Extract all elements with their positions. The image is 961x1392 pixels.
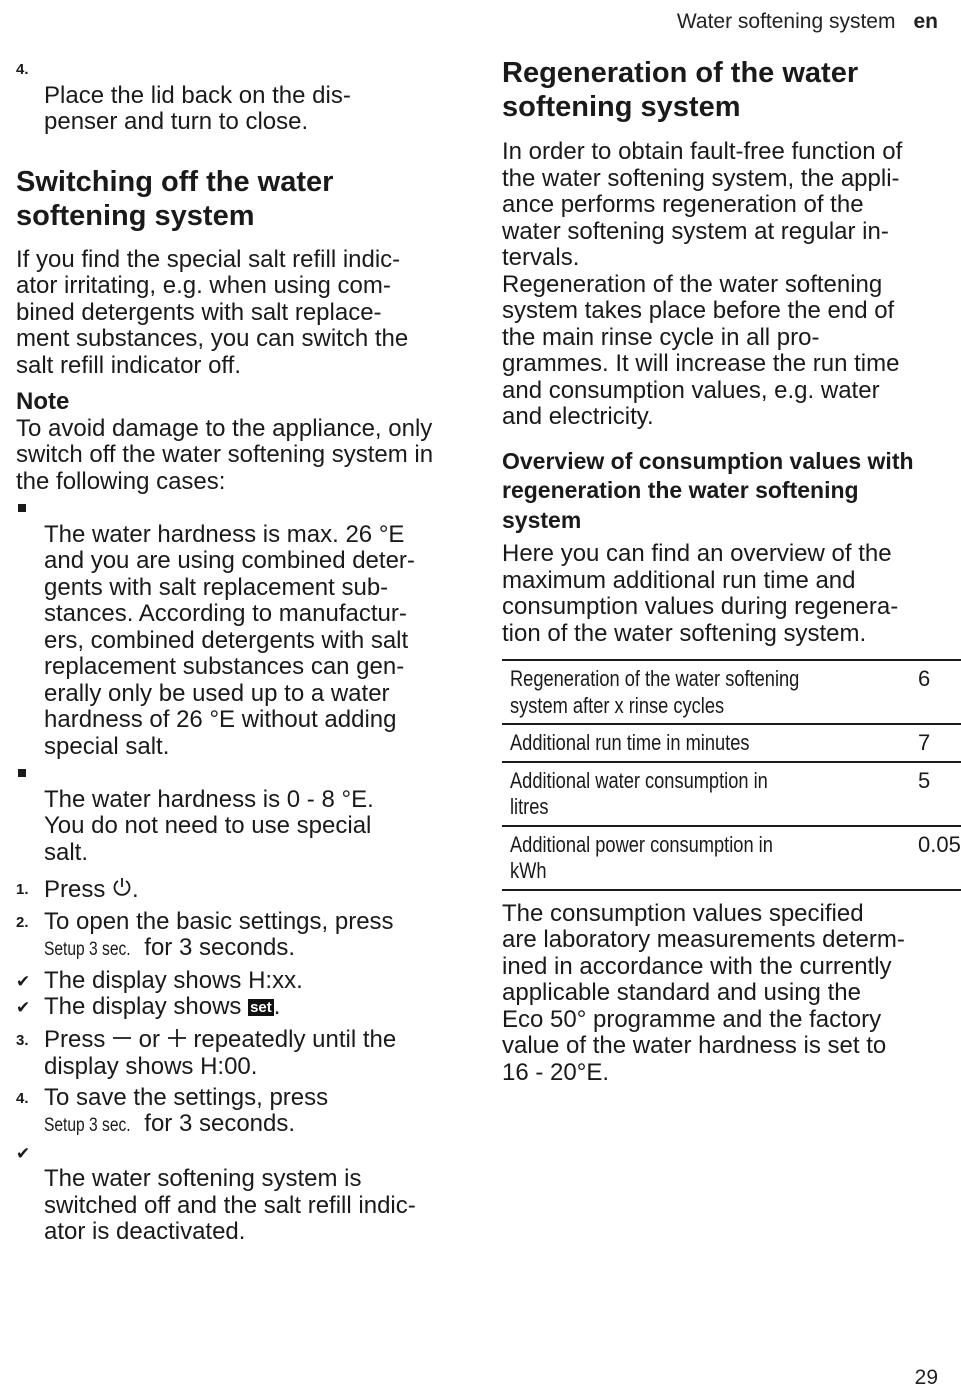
note-label: Note	[16, 388, 70, 415]
table-row	[502, 660, 961, 724]
header-section-title: Water softening system	[676, 10, 896, 33]
row-label: Regeneration of the water softening system after x rinse cycles	[510, 666, 800, 718]
step-number: 4.	[16, 1089, 29, 1107]
table-cell-value: 6	[918, 666, 931, 691]
power-icon	[112, 876, 132, 905]
result-text: The display shows	[44, 993, 249, 1020]
running-header	[677, 10, 938, 34]
table-cell-value: 5	[918, 767, 931, 793]
step-number: 2.	[16, 913, 29, 931]
result-text: The water softening system is switched off and the salt refill indic- ator is deactivated.	[44, 1165, 416, 1245]
bullet-text: The water hardness is max. 26 °E and you are using combined deter- gents with salt replacement sub- stances. According to manufactur- ers, combined detergents with salt replacement substances can gen- erally only be used up to a water hardness of 26 °E without adding special salt.	[44, 520, 415, 760]
set-display-symbol: set	[250, 999, 272, 1016]
table-row	[502, 762, 961, 826]
setup-key-label: Setup 3 sec.	[44, 939, 131, 960]
intro-paragraph: If you find the special salt refill indic- ator irritating, e.g. when using com- bined detergents with salt replace- ment substances, you can switch the salt refill indicator off.	[16, 245, 409, 379]
result-text: The display shows H:xx.	[44, 966, 303, 994]
row-label: Additional water consumption in litres	[510, 767, 768, 819]
bullet-item	[16, 760, 456, 866]
overview-paragraph: Here you can find an overview of the maximum additional run time and consumption values during regenera- tion of the water softening system.	[502, 540, 899, 647]
step-2-open-settings	[16, 909, 456, 964]
result-item	[16, 1140, 456, 1246]
left-column	[16, 56, 456, 1246]
row-label: Additional run time in minutes	[510, 730, 750, 755]
result-punct: .	[273, 993, 281, 1020]
step-number: 3.	[16, 1031, 29, 1049]
step-text: Place the lid back on the dis- penser and turn to close.	[44, 81, 351, 135]
result-item	[16, 994, 456, 1021]
step-text: Press	[44, 876, 106, 903]
bullet-square-icon	[18, 769, 26, 777]
consumption-note-paragraph: The consumption values specified are laboratory measurements determ- ined in accordance with the currently applicable standard and using the Eco 50° programme and the factory value of the water hardness is set to 16 - 20°E.	[502, 899, 905, 1086]
checkmark-icon: ✔	[16, 1143, 31, 1163]
subheading-consumption-overview: Overview of consumption values with regeneration the water softening system	[502, 447, 914, 533]
setup-key-label: Setup 3 sec.	[44, 1115, 131, 1136]
step-4-close-lid	[16, 56, 456, 136]
table-cell-label	[502, 724, 910, 762]
minus-icon	[112, 1028, 132, 1055]
consumption-table	[502, 659, 961, 891]
step-text: Press	[44, 1025, 113, 1053]
step-punct: .	[132, 876, 139, 903]
step-number: 4.	[16, 61, 29, 78]
step-3-adjust	[16, 1027, 456, 1081]
section-heading-switching-off: Switching off the water softening system	[16, 165, 334, 232]
plus-icon	[167, 1028, 187, 1055]
bullet-square-icon	[18, 504, 26, 512]
step-text: To open the basic settings, press	[44, 907, 394, 935]
row-label: Additional power consumption in kWh	[510, 831, 773, 883]
table-cell-value: 0.05	[918, 831, 961, 857]
step-text: or	[132, 1025, 167, 1053]
section-heading-regeneration: Regeneration of the water softening system	[502, 57, 859, 123]
step-text-after: for 3 seconds.	[137, 1110, 296, 1137]
table-row	[502, 826, 961, 890]
table-cell-value: 7	[918, 730, 931, 755]
table-cell-label	[502, 826, 910, 890]
step-4-save-settings	[16, 1085, 456, 1140]
table-cell-label	[502, 660, 910, 724]
regeneration-paragraph: In order to obtain fault-free function of the water softening system, the appli- ance performs regeneration of the water softening system at regular in- tervals. Regeneration of the water softening system takes place before the end of the main rinse cycle in all pro- grammes. It will increase the run time and consumption values, e.g. water and electricity.	[502, 138, 903, 430]
checkmark-icon: ✔	[16, 998, 31, 1017]
bullet-text: The water hardness is 0 - 8 °E. You do not need to use special salt.	[44, 785, 374, 866]
result-item	[16, 968, 456, 995]
step-1-press-power	[16, 876, 456, 905]
table-cell-label	[502, 762, 910, 826]
page-number: 29	[914, 1366, 938, 1389]
step-number: 1.	[16, 881, 29, 898]
bullet-item	[16, 495, 456, 760]
note-text: To avoid damage to the appliance, only switch off the water softening system in the following cases:	[16, 414, 434, 495]
checkmark-icon: ✔	[16, 971, 31, 991]
right-column	[502, 56, 961, 1086]
table-row	[502, 724, 961, 762]
header-language: en	[913, 10, 938, 33]
step-text: repeatedly until the display shows H:00.	[44, 1025, 397, 1080]
step-text-after: for 3 seconds.	[137, 934, 296, 961]
step-text: To save the settings, press	[44, 1083, 329, 1111]
